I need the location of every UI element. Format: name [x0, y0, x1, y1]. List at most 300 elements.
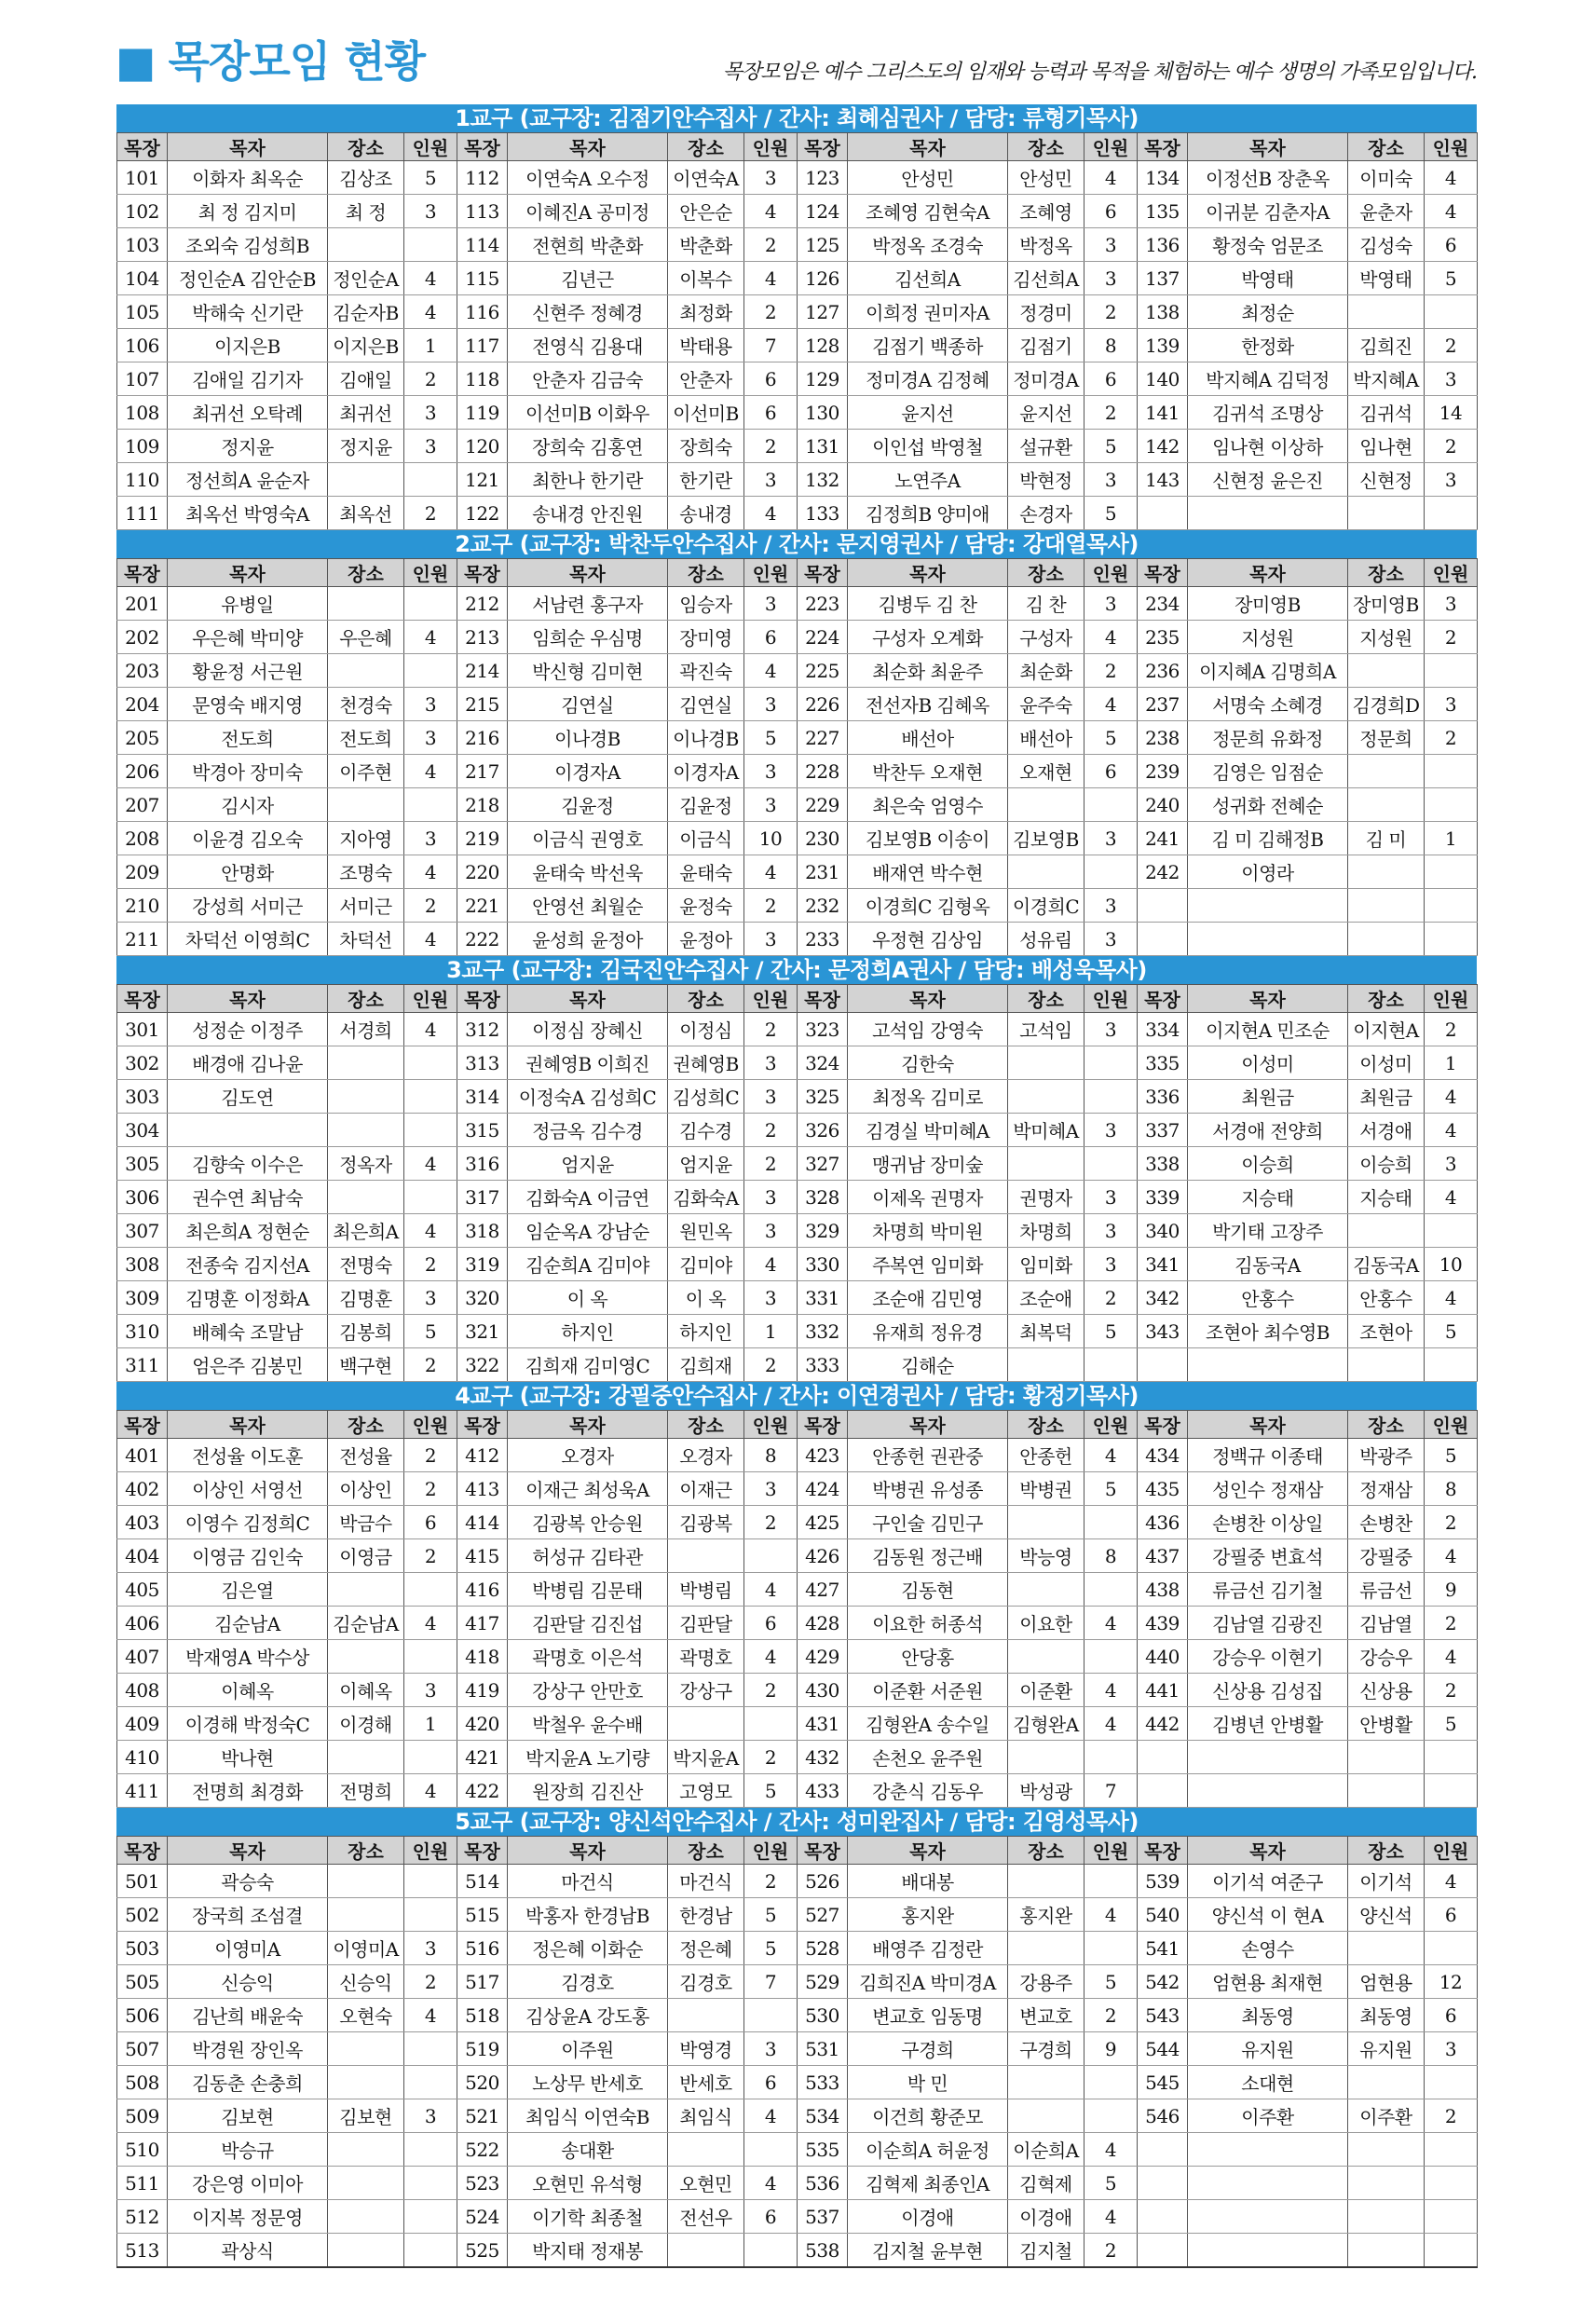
- member-count: 6: [744, 362, 798, 396]
- member-count: 3: [1425, 362, 1478, 396]
- table-row: [117, 2200, 1478, 2234]
- shepherd-leader: 양신석 이 현A: [1188, 1898, 1348, 1932]
- shepherd-leader: 임순옥A 강남순: [508, 1214, 668, 1248]
- shepherd-leader: 김동현: [848, 1573, 1008, 1607]
- shepherd-number: 312: [457, 1013, 508, 1046]
- shepherd-leader: 성인수 정재삼: [1188, 1472, 1348, 1506]
- column-header-row: [117, 1837, 1478, 1865]
- meeting-place: 정옥자: [328, 1147, 404, 1181]
- shepherd-number: 328: [798, 1181, 848, 1214]
- district-header: 2교구 (교구장: 박찬두안수집사 / 간사: 문지영권사 / 담당: 강대열목사): [116, 530, 1477, 558]
- shepherd-number: 235: [1138, 621, 1188, 654]
- shepherd-leader: 구성자 오계화: [848, 621, 1008, 654]
- shepherd-number: 223: [798, 587, 848, 621]
- member-count: 6: [744, 396, 798, 430]
- shepherd-leader: 엄은주 김봉민: [168, 1348, 328, 1382]
- shepherd-number: 136: [1138, 228, 1188, 262]
- member-count: 5: [404, 1315, 457, 1348]
- meeting-place: 정지윤: [328, 430, 404, 463]
- meeting-place: 최옥선: [328, 497, 404, 530]
- shepherd-leader: 김해순: [848, 1348, 1008, 1382]
- shepherd-number: 511: [117, 2167, 168, 2200]
- shepherd-number: 441: [1138, 1674, 1188, 1707]
- shepherd-leader: 박해숙 신기란: [168, 295, 328, 329]
- shepherd-leader: 박경아 장미숙: [168, 755, 328, 788]
- shepherd-number: 313: [457, 1046, 508, 1080]
- meeting-place: [328, 788, 404, 822]
- member-count: 4: [744, 1248, 798, 1281]
- meeting-place: 김연실: [668, 688, 744, 721]
- column-header-leader: 목자: [168, 1411, 328, 1439]
- shepherd-leader: 이희정 권미자A: [848, 295, 1008, 329]
- member-count: 3: [1084, 1214, 1138, 1248]
- member-count: 3: [1425, 463, 1478, 497]
- table-row: [117, 430, 1478, 463]
- member-count: 2: [744, 228, 798, 262]
- column-header-place: 장소: [1348, 1837, 1425, 1865]
- shepherd-leader: 강춘식 김동우: [848, 1774, 1008, 1808]
- shepherd-number: 231: [798, 855, 848, 889]
- member-count: 4: [1084, 688, 1138, 721]
- column-header-count: 인원: [1084, 985, 1138, 1013]
- meeting-place: [1348, 1348, 1425, 1382]
- member-count: 4: [1084, 161, 1138, 195]
- shepherd-number: 418: [457, 1640, 508, 1674]
- member-count: [404, 1080, 457, 1114]
- column-header-number: 목장: [798, 133, 848, 161]
- member-count: 3: [404, 195, 457, 228]
- meeting-place: 박금수: [328, 1506, 404, 1539]
- meeting-place: 윤태숙: [668, 855, 744, 889]
- shepherd-number: 522: [457, 2133, 508, 2167]
- shepherd-number: 123: [798, 161, 848, 195]
- shepherd-leader: 최은숙 엄영수: [848, 788, 1008, 822]
- column-header-row: [117, 133, 1478, 161]
- meeting-place: 권명자: [1008, 1181, 1084, 1214]
- shepherd-number: 416: [457, 1573, 508, 1607]
- shepherd-leader: 이경희C 김형옥: [848, 889, 1008, 923]
- meeting-place: [1008, 1506, 1084, 1539]
- table-row: [117, 822, 1478, 855]
- shepherd-number: 316: [457, 1147, 508, 1181]
- meeting-place: 김윤정: [668, 788, 744, 822]
- shepherd-number: 303: [117, 1080, 168, 1114]
- meeting-place: 안성민: [1008, 161, 1084, 195]
- member-count: 3: [744, 2032, 798, 2066]
- member-count: 5: [1425, 1439, 1478, 1472]
- shepherd-number: 324: [798, 1046, 848, 1080]
- table-row: [117, 2133, 1478, 2167]
- shepherd-number: 122: [457, 497, 508, 530]
- member-count: 4: [744, 497, 798, 530]
- shepherd-number: 525: [457, 2234, 508, 2268]
- shepherd-number: 230: [798, 822, 848, 855]
- shepherd-leader: 김혁제 최종인A: [848, 2167, 1008, 2200]
- member-count: 2: [1084, 1999, 1138, 2032]
- meeting-place: 김희재: [668, 1348, 744, 1382]
- shepherd-leader: 배선아: [848, 721, 1008, 755]
- shepherd-number: 423: [798, 1439, 848, 1472]
- member-count: 2: [404, 1539, 457, 1573]
- shepherd-number: 238: [1138, 721, 1188, 755]
- column-header-place: 장소: [328, 1837, 404, 1865]
- member-count: 4: [1425, 1181, 1478, 1214]
- shepherd-leader: 구경희: [848, 2032, 1008, 2066]
- district-section-1: [116, 104, 1477, 530]
- meeting-place: [1008, 2099, 1084, 2133]
- shepherd-number: 202: [117, 621, 168, 654]
- member-count: 6: [1425, 1898, 1478, 1932]
- shepherd-leader: 김병년 안병활: [1188, 1707, 1348, 1741]
- member-count: 3: [1084, 587, 1138, 621]
- member-count: [744, 1539, 798, 1573]
- member-count: 4: [404, 923, 457, 956]
- shepherd-leader: 이경해 박정숙C: [168, 1707, 328, 1741]
- shepherd-number: 320: [457, 1281, 508, 1315]
- shepherd-number: 542: [1138, 1965, 1188, 1999]
- shepherd-number: 531: [798, 2032, 848, 2066]
- member-count: 4: [1425, 1865, 1478, 1898]
- table-row: [117, 1046, 1478, 1080]
- member-count: 2: [404, 1965, 457, 1999]
- shepherd-leader: 지성원: [1188, 621, 1348, 654]
- meeting-place: 손경자: [1008, 497, 1084, 530]
- member-count: 5: [1084, 721, 1138, 755]
- shepherd-number: 526: [798, 1865, 848, 1898]
- meeting-place: 이경해: [328, 1707, 404, 1741]
- meeting-place: [1008, 855, 1084, 889]
- shepherd-leader: 임나현 이상하: [1188, 430, 1348, 463]
- member-count: 3: [404, 430, 457, 463]
- shepherd-leader: 이금식 권영호: [508, 822, 668, 855]
- meeting-place: [328, 1640, 404, 1674]
- shepherd-leader: 고석임 강영숙: [848, 1013, 1008, 1046]
- meeting-place: 김 찬: [1008, 587, 1084, 621]
- meeting-place: 정인순A: [328, 262, 404, 295]
- member-count: 4: [404, 1607, 457, 1640]
- meeting-place: 장미영B: [1348, 587, 1425, 621]
- shepherd-number: 237: [1138, 688, 1188, 721]
- shepherd-number: 326: [798, 1114, 848, 1147]
- meeting-place: 정미경A: [1008, 362, 1084, 396]
- shepherd-leader: 김순희A 김미야: [508, 1248, 668, 1281]
- meeting-place: 박영태: [1348, 262, 1425, 295]
- column-header-place: 장소: [668, 133, 744, 161]
- shepherd-number: 106: [117, 329, 168, 362]
- table-row: [117, 889, 1478, 923]
- shepherd-number: 133: [798, 497, 848, 530]
- member-count: 2: [1425, 1607, 1478, 1640]
- shepherd-leader: 김애일 김기자: [168, 362, 328, 396]
- shepherd-number: 206: [117, 755, 168, 788]
- meeting-place: 이지현A: [1348, 1013, 1425, 1046]
- shepherd-number: 233: [798, 923, 848, 956]
- shepherd-leader: 손병찬 이상일: [1188, 1506, 1348, 1539]
- shepherd-leader: 김경호: [508, 1965, 668, 1999]
- member-count: 2: [1425, 1013, 1478, 1046]
- meeting-place: 이지은B: [328, 329, 404, 362]
- meeting-place: 김성희C: [668, 1080, 744, 1114]
- table-row: [117, 621, 1478, 654]
- shepherd-leader: 김희진A 박미경A: [848, 1965, 1008, 1999]
- column-header-number: 목장: [1138, 1411, 1188, 1439]
- column-header-leader: 목자: [508, 559, 668, 587]
- shepherd-leader: 우은혜 박미양: [168, 621, 328, 654]
- page-title-text: 목장모임 현황: [168, 36, 426, 87]
- district-section-4: [116, 1382, 1477, 1808]
- meeting-place: 박지윤A: [668, 1741, 744, 1774]
- column-header-place: 장소: [1008, 133, 1084, 161]
- column-header-place: 장소: [668, 559, 744, 587]
- meeting-place: 윤지선: [1008, 396, 1084, 430]
- member-count: 4: [404, 1774, 457, 1808]
- shepherd-leader: 송대환: [508, 2133, 668, 2167]
- meeting-place: 지승태: [1348, 1181, 1425, 1214]
- column-header-place: 장소: [1348, 559, 1425, 587]
- meeting-place: 최은희A: [328, 1214, 404, 1248]
- meeting-place: [1008, 1640, 1084, 1674]
- shepherd-leader: 문영숙 배지영: [168, 688, 328, 721]
- shepherd-leader: 정금옥 김수경: [508, 1114, 668, 1147]
- meeting-place: 구성자: [1008, 621, 1084, 654]
- meeting-place: 이정심: [668, 1013, 744, 1046]
- shepherd-leader: 장국희 조섬결: [168, 1898, 328, 1932]
- meeting-place: 이금식: [668, 822, 744, 855]
- member-count: [1425, 1214, 1478, 1248]
- column-header-leader: 목자: [1188, 1837, 1348, 1865]
- column-header-number: 목장: [798, 1411, 848, 1439]
- meeting-place: 차덕선: [328, 923, 404, 956]
- member-count: 2: [744, 1013, 798, 1046]
- member-count: 1: [744, 1315, 798, 1348]
- shepherd-leader: 강은영 이미아: [168, 2167, 328, 2200]
- table-row: [117, 396, 1478, 430]
- shepherd-number: 341: [1138, 1248, 1188, 1281]
- meeting-place: [1348, 1932, 1425, 1965]
- meeting-place: 곽진숙: [668, 654, 744, 688]
- meeting-place: 한경남: [668, 1898, 744, 1932]
- shepherd-number: 518: [457, 1999, 508, 2032]
- shepherd-number: 307: [117, 1214, 168, 1248]
- shepherd-leader: 신승익: [168, 1965, 328, 1999]
- meeting-place: 엄현용: [1348, 1965, 1425, 1999]
- meeting-place: 박병권: [1008, 1472, 1084, 1506]
- table-row: [117, 1472, 1478, 1506]
- meeting-place: 이복수: [668, 262, 744, 295]
- column-header-leader: 목자: [168, 559, 328, 587]
- shepherd-leader: 배혜숙 조말남: [168, 1315, 328, 1348]
- meeting-place: 김성숙: [1348, 228, 1425, 262]
- member-count: 4: [404, 755, 457, 788]
- shepherd-leader: 안명화: [168, 855, 328, 889]
- shepherd-leader: 노상무 반세호: [508, 2066, 668, 2099]
- shepherd-leader: 강필중 변효석: [1188, 1539, 1348, 1573]
- shepherd-leader: 안종헌 권관중: [848, 1439, 1008, 1472]
- shepherd-number: 431: [798, 1707, 848, 1741]
- shepherd-leader: [1188, 2234, 1348, 2268]
- district-header: 3교구 (교구장: 김국진안수집사 / 간사: 문정희A권사 / 담당: 배성욱목사): [116, 956, 1477, 984]
- member-count: 8: [1084, 1539, 1138, 1573]
- shepherd-number: [1138, 1348, 1188, 1382]
- meeting-place: 김귀석: [1348, 396, 1425, 430]
- column-header-count: 인원: [744, 559, 798, 587]
- table-row: [117, 1674, 1478, 1707]
- shepherd-number: 221: [457, 889, 508, 923]
- shepherd-number: 132: [798, 463, 848, 497]
- shepherd-leader: 맹귀남 장미숲: [848, 1147, 1008, 1181]
- shepherd-leader: 최동영: [1188, 1999, 1348, 2032]
- member-count: 4: [404, 855, 457, 889]
- shepherd-leader: 배재연 박수현: [848, 855, 1008, 889]
- meeting-place: 윤정아: [668, 923, 744, 956]
- column-header-leader: 목자: [1188, 133, 1348, 161]
- table-row: [117, 1898, 1478, 1932]
- member-count: 5: [744, 1898, 798, 1932]
- member-count: 3: [744, 1214, 798, 1248]
- shepherd-leader: 전성율 이도훈: [168, 1439, 328, 1472]
- shepherd-leader: 김선희A: [848, 262, 1008, 295]
- shepherd-number: 507: [117, 2032, 168, 2066]
- shepherd-number: 420: [457, 1707, 508, 1741]
- member-count: 6: [744, 2066, 798, 2099]
- shepherd-leader: 전현희 박춘화: [508, 228, 668, 262]
- shepherd-leader: 장미영B: [1188, 587, 1348, 621]
- shepherd-number: 130: [798, 396, 848, 430]
- member-count: 2: [1084, 2234, 1138, 2268]
- member-count: 3: [1084, 1114, 1138, 1147]
- meeting-place: [328, 654, 404, 688]
- meeting-place: [668, 1707, 744, 1741]
- district-header: 1교구 (교구장: 김점기안수집사 / 간사: 최혜심권사 / 담당: 류형기목사): [116, 104, 1477, 132]
- shepherd-leader: 이정심 장혜신: [508, 1013, 668, 1046]
- member-count: [404, 1865, 457, 1898]
- shepherd-number: 207: [117, 788, 168, 822]
- meeting-place: 전명숙: [328, 1248, 404, 1281]
- member-count: 5: [404, 161, 457, 195]
- shepherd-number: 205: [117, 721, 168, 755]
- shepherd-leader: 오현민 유석형: [508, 2167, 668, 2200]
- shepherd-number: 329: [798, 1214, 848, 1248]
- shepherd-leader: 최정순: [1188, 295, 1348, 329]
- member-count: 5: [1425, 1315, 1478, 1348]
- shepherd-number: 331: [798, 1281, 848, 1315]
- member-count: [404, 788, 457, 822]
- member-count: 2: [404, 1472, 457, 1506]
- shepherd-number: 126: [798, 262, 848, 295]
- member-count: 2: [744, 1348, 798, 1382]
- shepherd-number: 523: [457, 2167, 508, 2200]
- shepherd-leader: 배영주 김정란: [848, 1932, 1008, 1965]
- meeting-place: 한기란: [668, 463, 744, 497]
- shepherd-leader: 이나경B: [508, 721, 668, 755]
- shepherd-number: 232: [798, 889, 848, 923]
- meeting-place: 박춘화: [668, 228, 744, 262]
- shepherd-number: 401: [117, 1439, 168, 1472]
- shepherd-number: 505: [117, 1965, 168, 1999]
- shepherd-leader: 이정숙A 김성희C: [508, 1080, 668, 1114]
- shepherd-leader: 김순남A: [168, 1607, 328, 1640]
- shepherd-number: 405: [117, 1573, 168, 1607]
- shepherd-leader: 이영미A: [168, 1932, 328, 1965]
- member-count: [1084, 1147, 1138, 1181]
- shepherd-leader: 곽상식: [168, 2234, 328, 2268]
- shepherd-leader: 이인섭 박영철: [848, 430, 1008, 463]
- member-count: 3: [404, 1674, 457, 1707]
- meeting-place: 박병림: [668, 1573, 744, 1607]
- table-row: [117, 329, 1478, 362]
- meeting-place: 강용주: [1008, 1965, 1084, 1999]
- shepherd-leader: 안홍수: [1188, 1281, 1348, 1315]
- table-row: [117, 1439, 1478, 1472]
- shepherd-number: 436: [1138, 1506, 1188, 1539]
- shepherd-leader: 김정희B 양미애: [848, 497, 1008, 530]
- meeting-place: 박현정: [1008, 463, 1084, 497]
- column-header-count: 인원: [1084, 133, 1138, 161]
- shepherd-leader: 이기학 최종철: [508, 2200, 668, 2234]
- meeting-place: 안종헌: [1008, 1439, 1084, 1472]
- shepherd-number: 512: [117, 2200, 168, 2234]
- member-count: 5: [1084, 430, 1138, 463]
- shepherd-leader: 허성규 김타관: [508, 1539, 668, 1573]
- shepherd-leader: 이건희 황준모: [848, 2099, 1008, 2133]
- member-count: 6: [1425, 228, 1478, 262]
- shepherd-leader: 강승우 이현기: [1188, 1640, 1348, 1674]
- district-table: [116, 1836, 1478, 2268]
- meeting-place: [668, 1999, 744, 2032]
- member-count: 2: [1084, 654, 1138, 688]
- shepherd-number: 435: [1138, 1472, 1188, 1506]
- table-row: [117, 721, 1478, 755]
- member-count: 4: [1084, 1607, 1138, 1640]
- shepherd-number: 424: [798, 1472, 848, 1506]
- meeting-place: [328, 463, 404, 497]
- shepherd-number: [1138, 1774, 1188, 1808]
- member-count: 5: [1084, 2167, 1138, 2200]
- member-count: [1425, 1932, 1478, 1965]
- shepherd-number: 112: [457, 161, 508, 195]
- shepherd-number: 516: [457, 1932, 508, 1965]
- shepherd-leader: 윤성희 윤정아: [508, 923, 668, 956]
- shepherd-number: 120: [457, 430, 508, 463]
- meeting-place: 최복덕: [1008, 1315, 1084, 1348]
- member-count: 4: [404, 1999, 457, 2032]
- column-header-number: 목장: [117, 1411, 168, 1439]
- meeting-place: 차명희: [1008, 1214, 1084, 1248]
- table-row: [117, 1774, 1478, 1808]
- meeting-place: 이주환: [1348, 2099, 1425, 2133]
- column-header-count: 인원: [404, 133, 457, 161]
- table-row: [117, 1640, 1478, 1674]
- page-title: [116, 35, 425, 88]
- meeting-place: [1348, 497, 1425, 530]
- column-header-count: 인원: [404, 985, 457, 1013]
- shepherd-number: 422: [457, 1774, 508, 1808]
- shepherd-leader: 이준환 서준원: [848, 1674, 1008, 1707]
- shepherd-leader: 소대현: [1188, 2066, 1348, 2099]
- meeting-place: 서미근: [328, 889, 404, 923]
- shepherd-leader: [1188, 1741, 1348, 1774]
- district-table: [116, 984, 1478, 1382]
- shepherd-leader: [1188, 2133, 1348, 2167]
- shepherd-leader: 안성민: [848, 161, 1008, 195]
- shepherd-leader: 홍지완: [848, 1898, 1008, 1932]
- district-tables: [116, 104, 1477, 2268]
- shepherd-leader: 신현주 정혜경: [508, 295, 668, 329]
- shepherd-leader: 최임식 이연숙B: [508, 2099, 668, 2133]
- member-count: 4: [404, 621, 457, 654]
- meeting-place: [1008, 1348, 1084, 1382]
- meeting-place: [328, 1080, 404, 1114]
